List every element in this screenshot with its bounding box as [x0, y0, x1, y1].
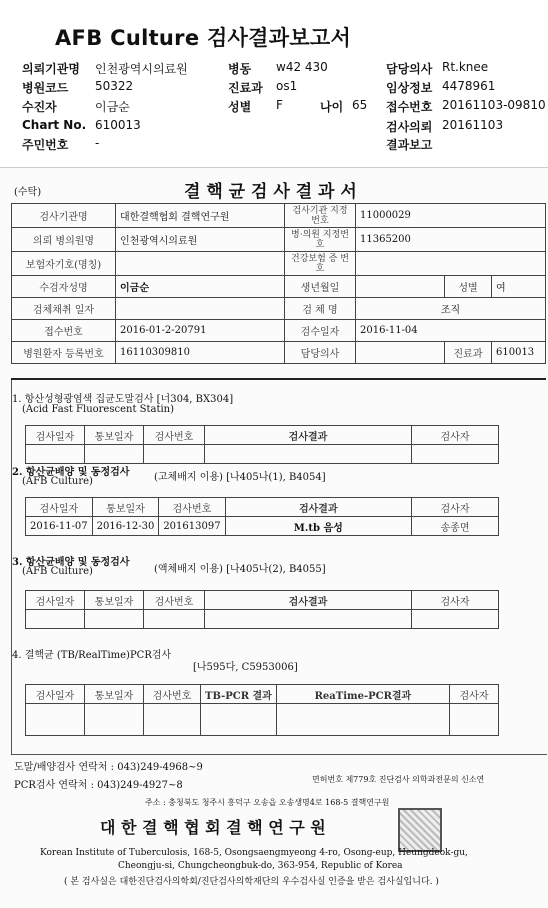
col-header: 검사일자 [26, 591, 85, 610]
col-header: 검사일자 [26, 685, 85, 704]
dept-label: 진료과 [228, 81, 263, 95]
table-cell [26, 704, 85, 736]
col-header: 검사자 [412, 426, 499, 445]
info-cell [356, 252, 546, 276]
rrn-value: - [95, 136, 100, 150]
chart-label: Chart No. [22, 118, 87, 132]
receipt-value: 20161103-09810 [442, 98, 546, 112]
table-cell [85, 704, 144, 736]
info-cell: 11000029 [356, 204, 546, 228]
info-cell: 조직 [356, 298, 546, 320]
table-cell: 2016-11-07 [26, 517, 93, 536]
info-cell: 인천광역시의료원 [116, 228, 285, 252]
col-header: 검사번호 [144, 685, 201, 704]
table-cell [144, 704, 201, 736]
info-cell: 건강보험 증 번 호 [285, 252, 356, 276]
stamp-label: (수탁) [14, 187, 42, 198]
chart-value: 610013 [95, 118, 141, 132]
info-cell: 검수일자 [285, 320, 356, 342]
section-4-method: [나595다, C5953006] [193, 662, 298, 673]
certification-notice: ( 본 검사실은 대한진단검사의학회/진단검사의학재단의 우수검사실 인증을 받은 검사실입니다. ) [64, 877, 439, 887]
contact-smear: 도말/배양검사 연락처 : 043)249-4968~9 [14, 762, 203, 773]
info-cell: 11365200 [356, 228, 546, 252]
table-cell [201, 704, 277, 736]
institute-name: 대 한 결 핵 협 회 결 핵 연 구 원 [100, 818, 326, 837]
table-cell [412, 445, 499, 464]
info-cell: 담당의사 [285, 342, 356, 364]
table-cell [85, 610, 144, 629]
info-cell: 이금순 [116, 276, 285, 298]
col-header: 검사결과 [205, 591, 412, 610]
patient-value: 이금순 [95, 100, 130, 114]
info-cell: 검 체 명 [285, 298, 356, 320]
info-cell [356, 342, 445, 364]
col-header: 검사일자 [26, 426, 85, 445]
info-cell: 생년월일 [285, 276, 356, 298]
col-header: 검사일자 [26, 498, 93, 517]
section-4-title: 4. 결핵균 (TB/RealTime)PCR검사 [12, 650, 172, 661]
info-cell: 검사기관명 [12, 204, 116, 228]
col-header: 검사자 [412, 591, 499, 610]
table-cell [144, 610, 205, 629]
request-value: 20161103 [442, 118, 504, 132]
table-cell [412, 610, 499, 629]
sheet-title: 결 핵 균 검 사 결 과 서 [184, 182, 357, 202]
info-cell: 2016-01-2-20791 [116, 320, 285, 342]
table-cell [276, 704, 449, 736]
sex-value: F [276, 98, 283, 112]
section-2-sub: (AFB Culture) [22, 476, 93, 487]
age-label: 나이 [320, 100, 344, 114]
clinical-value: 4478961 [442, 79, 496, 93]
inst-label: 의뢰기관명 [22, 62, 80, 76]
col-header: 검사자 [412, 498, 499, 517]
info-cell: 병원환자 등록번호 [12, 342, 116, 364]
doctor-value: Rt.knee [442, 60, 489, 74]
section-divider [11, 378, 546, 380]
info-cell: 성별 [445, 276, 492, 298]
table-cell [450, 704, 499, 736]
info-cell: 여 [492, 276, 546, 298]
col-header: 검사번호 [159, 498, 225, 517]
table-cell [26, 610, 85, 629]
age-value: 65 [352, 98, 368, 112]
col-header: 통보일자 [85, 426, 144, 445]
hospcode-value: 50322 [95, 79, 134, 93]
col-header: 검사결과 [205, 426, 412, 445]
info-cell: 610013 [492, 342, 546, 364]
section-1-sub: (Acid Fast Fluorescent Statin) [22, 404, 175, 415]
inst-value: 인천광역시의료원 [95, 62, 188, 76]
col-header: 검사번호 [144, 591, 205, 610]
section-3-sub: (AFB Culture) [22, 566, 93, 577]
col-header: ReaTime-PCR결과 [276, 685, 449, 704]
dept-value: os1 [276, 79, 298, 93]
report-title: AFB Culture 검사결과보고서 [55, 26, 352, 50]
info-cell [116, 298, 285, 320]
section-2-table [25, 497, 499, 536]
receipt-label: 접수번호 [386, 100, 433, 114]
ward-label: 병동 [228, 62, 252, 76]
section-2-method: (고체배지 이용) [나405나(1), B4054] [154, 472, 326, 483]
table-cell [144, 445, 205, 464]
table-cell: 송종면 [412, 517, 499, 536]
hospcode-label: 병원코드 [22, 81, 69, 95]
section-3-method: (액체배지 이용) [나405나(2), B4055] [154, 564, 326, 575]
result-report-label: 결과보고 [386, 138, 433, 152]
col-header: 통보일자 [85, 685, 144, 704]
official-seal-icon [398, 808, 442, 852]
info-cell: 대한결핵협회 결핵연구원 [116, 204, 285, 228]
info-cell [116, 252, 285, 276]
table-cell [26, 445, 85, 464]
contact-pcr: PCR검사 연락처 : 043)249-4927~8 [14, 780, 183, 791]
col-header: 통보일자 [92, 498, 159, 517]
section-2-title: 2. 항산균배양 및 동정검사 [12, 467, 130, 478]
table-cell [205, 610, 412, 629]
table-cell: 201613097 [159, 517, 225, 536]
info-cell: 접수번호 [12, 320, 116, 342]
ward-value: w42 430 [276, 60, 328, 74]
patient-label: 수진자 [22, 100, 57, 114]
table-cell: 2016-12-30 [92, 517, 159, 536]
info-cell: 검사기관 지정번호 [285, 204, 356, 228]
address-ko: 주소 : 충청북도 청주시 흥덕구 오송읍 오송생명4로 168-5 결핵연구원 [145, 798, 390, 807]
info-cell [356, 276, 445, 298]
address-en-2: Cheongju-si, Chungcheongbuk-do, 363-954, Republic of Korea [118, 861, 403, 871]
info-table [11, 203, 546, 364]
table-cell [205, 445, 412, 464]
info-cell: 병·의원 지정번호 [285, 228, 356, 252]
table-cell: M.tb 음성 [225, 517, 411, 536]
info-cell: 16110309810 [116, 342, 285, 364]
address-en-1: Korean Institute of Tuberculosis, 168-5, Osongsaengmyeong 4-ro, Osong-eup, Heungdeok-gu, [40, 848, 468, 858]
clinical-label: 임상정보 [386, 81, 433, 95]
license-line: 면허번호 제779호 진단검사 의학과전문의 신소연 [312, 775, 485, 784]
col-header: 검사번호 [144, 426, 205, 445]
section-3-title: 3. 항산균배양 및 동정검사 [12, 557, 130, 568]
col-header: 검사자 [450, 685, 499, 704]
info-cell: 진료과 [445, 342, 492, 364]
table-cell [85, 445, 144, 464]
info-cell: 보험자기호(명칭) [12, 252, 116, 276]
info-cell: 의뢰 병의원명 [12, 228, 116, 252]
info-cell: 수검자성명 [12, 276, 116, 298]
request-label: 검사의뢰 [386, 120, 433, 134]
sex-label: 성별 [228, 100, 252, 114]
section-4-table [25, 684, 499, 736]
col-header: 검사결과 [225, 498, 411, 517]
info-cell: 검체채취 일자 [12, 298, 116, 320]
col-header: 통보일자 [85, 591, 144, 610]
section-1-table [25, 425, 499, 464]
col-header: TB-PCR 결과 [201, 685, 277, 704]
section-3-table [25, 590, 499, 629]
section-1-title: 1. 항산성형광염색 집균도말검사 [너304, BX304] [12, 394, 234, 405]
info-cell: 2016-11-04 [356, 320, 546, 342]
rrn-label: 주민번호 [22, 138, 69, 152]
doctor-label: 담당의사 [386, 62, 433, 76]
